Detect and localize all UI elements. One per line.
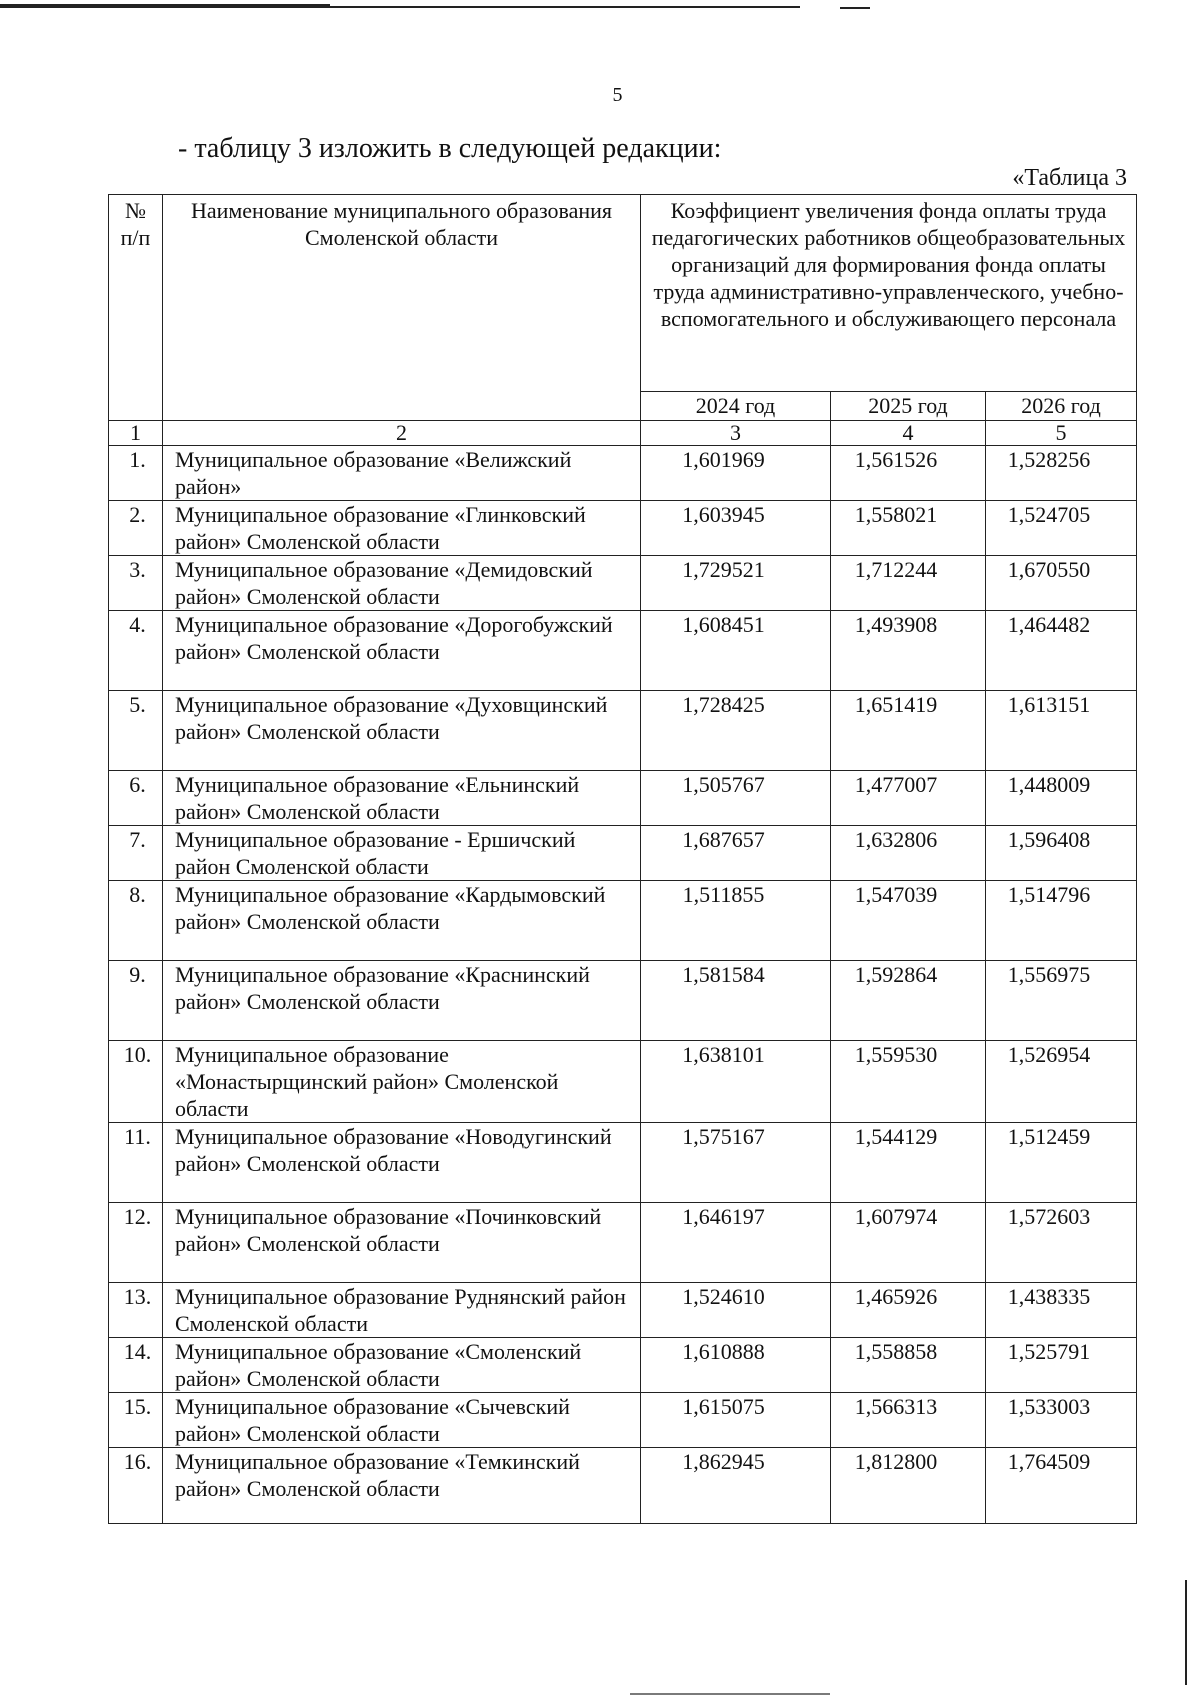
- table-row: [109, 1338, 1137, 1393]
- value-2025: 1,566313: [831, 1393, 986, 1448]
- table-row: [109, 1041, 1137, 1123]
- table-caption: «Таблица 3: [1012, 165, 1127, 191]
- value-2024: 1,608451: [641, 611, 831, 691]
- row-number: 12.: [109, 1203, 163, 1283]
- value-2025: 1,812800: [831, 1448, 986, 1524]
- table-row: [109, 1448, 1137, 1524]
- value-2024: 1,729521: [641, 556, 831, 611]
- value-2026: 1,512459: [986, 1123, 1137, 1203]
- value-2026: 1,525791: [986, 1338, 1137, 1393]
- coefficient-table: [108, 194, 1137, 1524]
- value-2026: 1,533003: [986, 1393, 1137, 1448]
- value-2026: 1,438335: [986, 1283, 1137, 1338]
- row-number: 10.: [109, 1041, 163, 1123]
- value-2024: 1,862945: [641, 1448, 831, 1524]
- municipality-name: Муниципальное образование «Кардымовский район» Смоленской области: [163, 881, 641, 961]
- value-2025: 1,465926: [831, 1283, 986, 1338]
- value-2024: 1,505767: [641, 771, 831, 826]
- value-2024: 1,728425: [641, 691, 831, 771]
- row-number: 14.: [109, 1338, 163, 1393]
- header-num: № п/п: [109, 195, 163, 421]
- row-number: 13.: [109, 1283, 163, 1338]
- table-row: [109, 611, 1137, 691]
- table-row: [109, 1203, 1137, 1283]
- value-2026: 1,524705: [986, 501, 1137, 556]
- row-number: 7.: [109, 826, 163, 881]
- value-2026: 1,448009: [986, 771, 1137, 826]
- value-2026: 1,670550: [986, 556, 1137, 611]
- municipality-name: Муниципальное образование «Духовщинский район» Смоленской области: [163, 691, 641, 771]
- page-number: 5: [612, 84, 623, 106]
- value-2025: 1,559530: [831, 1041, 986, 1123]
- value-2024: 1,610888: [641, 1338, 831, 1393]
- table-row: [109, 446, 1137, 501]
- municipality-name: Муниципальное образование Руднянский район Смоленской области: [163, 1283, 641, 1338]
- municipality-name: Муниципальное образование - Ершичский район Смоленской области: [163, 826, 641, 881]
- value-2026: 1,514796: [986, 881, 1137, 961]
- municipality-name: Муниципальное образование «Новодугинский район» Смоленской области: [163, 1123, 641, 1203]
- value-2025: 1,544129: [831, 1123, 986, 1203]
- value-2025: 1,558021: [831, 501, 986, 556]
- municipality-name: Муниципальное образование «Дорогобужский район» Смоленской области: [163, 611, 641, 691]
- header-name: Наименование муниципального образования Смоленской области: [163, 195, 641, 421]
- scan-edge-top-thin: [330, 6, 800, 8]
- value-2025: 1,607974: [831, 1203, 986, 1283]
- scan-edge-bottom: [630, 1693, 830, 1695]
- table-row: [109, 826, 1137, 881]
- value-2025: 1,493908: [831, 611, 986, 691]
- municipality-name: Муниципальное образование «Темкинский район» Смоленской области: [163, 1448, 641, 1524]
- value-2026: 1,556975: [986, 961, 1137, 1041]
- value-2026: 1,526954: [986, 1041, 1137, 1123]
- value-2024: 1,601969: [641, 446, 831, 501]
- row-number: 9.: [109, 961, 163, 1041]
- row-number: 6.: [109, 771, 163, 826]
- column-index: 3: [641, 421, 831, 446]
- value-2024: 1,575167: [641, 1123, 831, 1203]
- row-number: 15.: [109, 1393, 163, 1448]
- table-row: [109, 881, 1137, 961]
- municipality-name: Муниципальное образование «Демидовский район» Смоленской области: [163, 556, 641, 611]
- value-2025: 1,547039: [831, 881, 986, 961]
- header-year-2024: 2024 год: [641, 392, 831, 421]
- column-index: 1: [109, 421, 163, 446]
- row-number: 1.: [109, 446, 163, 501]
- value-2026: 1,528256: [986, 446, 1137, 501]
- value-2025: 1,712244: [831, 556, 986, 611]
- value-2024: 1,646197: [641, 1203, 831, 1283]
- value-2026: 1,613151: [986, 691, 1137, 771]
- table-row: [109, 961, 1137, 1041]
- municipality-name: Муниципальное образование «Починковский район» Смоленской области: [163, 1203, 641, 1283]
- row-number: 2.: [109, 501, 163, 556]
- municipality-name: Муниципальное образование «Велижский район»: [163, 446, 641, 501]
- value-2025: 1,651419: [831, 691, 986, 771]
- value-2024: 1,524610: [641, 1283, 831, 1338]
- value-2026: 1,572603: [986, 1203, 1137, 1283]
- value-2025: 1,561526: [831, 446, 986, 501]
- table-row: [109, 556, 1137, 611]
- value-2025: 1,632806: [831, 826, 986, 881]
- header-year-2025: 2025 год: [831, 392, 986, 421]
- row-number: 8.: [109, 881, 163, 961]
- table-column-index-row: [109, 421, 1137, 446]
- value-2025: 1,477007: [831, 771, 986, 826]
- row-number: 3.: [109, 556, 163, 611]
- row-number: 11.: [109, 1123, 163, 1203]
- value-2024: 1,511855: [641, 881, 831, 961]
- scan-edge-top-right: [840, 7, 870, 9]
- municipality-name: Муниципальное образование «Смоленский район» Смоленской области: [163, 1338, 641, 1393]
- value-2026: 1,764509: [986, 1448, 1137, 1524]
- header-year-2026: 2026 год: [986, 392, 1137, 421]
- municipality-name: Муниципальное образование «Монастырщинский район» Смоленской области: [163, 1041, 641, 1123]
- table-row: [109, 1283, 1137, 1338]
- table-row: [109, 1393, 1137, 1448]
- intro-text: - таблицу 3 изложить в следующей редакции:: [178, 133, 722, 164]
- municipality-name: Муниципальное образование «Сычевский район» Смоленской области: [163, 1393, 641, 1448]
- value-2026: 1,464482: [986, 611, 1137, 691]
- municipality-name: Муниципальное образование «Ельнинский район» Смоленской области: [163, 771, 641, 826]
- table-header-row: [109, 195, 1137, 392]
- value-2024: 1,687657: [641, 826, 831, 881]
- row-number: 4.: [109, 611, 163, 691]
- header-coefficient: Коэффициент увеличения фонда оплаты труда педагогических работников общеобразовательных организаций для формирования фонда оплаты труда административно-управленческого, учебно-вспомогательного и обслуживающего персонала: [641, 195, 1137, 392]
- value-2024: 1,581584: [641, 961, 831, 1041]
- municipality-name: Муниципальное образование «Краснинский район» Смоленской области: [163, 961, 641, 1041]
- column-index: 2: [163, 421, 641, 446]
- row-number: 16.: [109, 1448, 163, 1524]
- table-row: [109, 771, 1137, 826]
- column-index: 5: [986, 421, 1137, 446]
- value-2026: 1,596408: [986, 826, 1137, 881]
- scan-edge-top: [0, 4, 330, 8]
- value-2024: 1,615075: [641, 1393, 831, 1448]
- value-2025: 1,592864: [831, 961, 986, 1041]
- table-row: [109, 1123, 1137, 1203]
- table-row: [109, 501, 1137, 556]
- value-2024: 1,638101: [641, 1041, 831, 1123]
- value-2025: 1,558858: [831, 1338, 986, 1393]
- table-row: [109, 691, 1137, 771]
- municipality-name: Муниципальное образование «Глинковский район» Смоленской области: [163, 501, 641, 556]
- column-index: 4: [831, 421, 986, 446]
- scan-edge-right: [1185, 1580, 1187, 1685]
- value-2024: 1,603945: [641, 501, 831, 556]
- row-number: 5.: [109, 691, 163, 771]
